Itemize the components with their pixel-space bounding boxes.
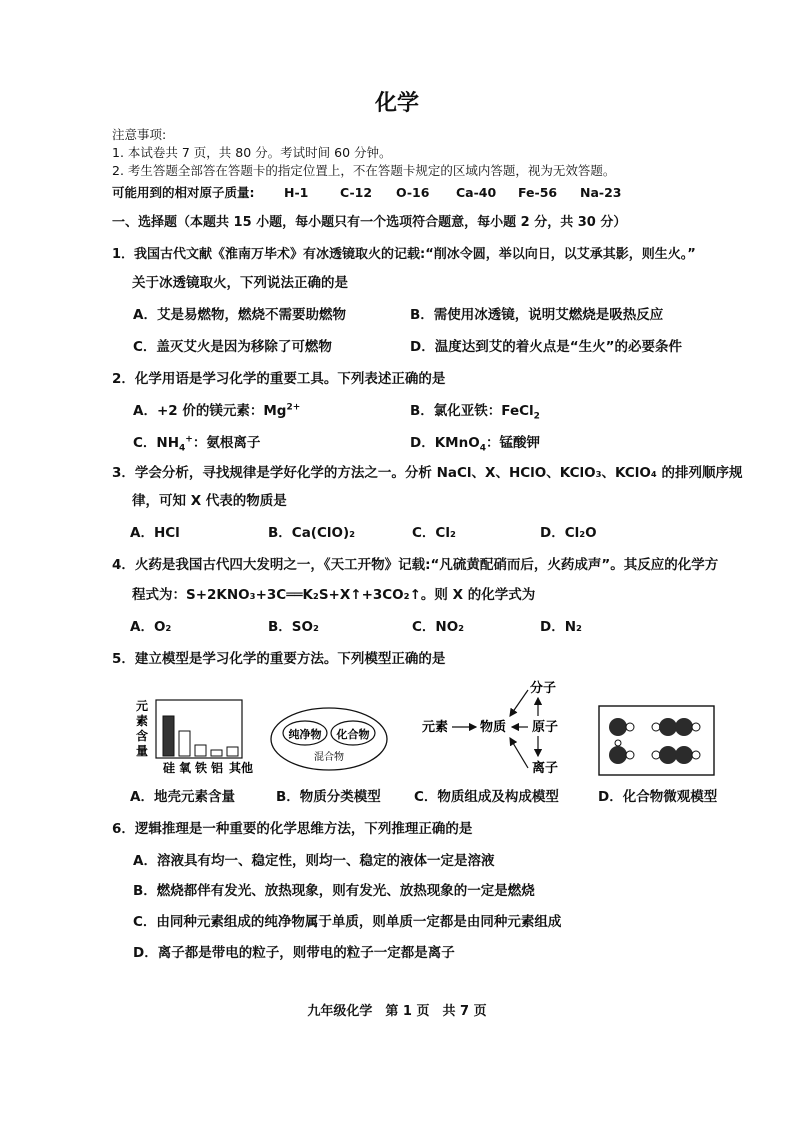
q5-option-c: C．物质组成及构成模型 <box>414 789 559 805</box>
q6-option-a: A．溶液具有均一、稳定性，则均一、稳定的液体一定是溶液 <box>133 853 495 869</box>
q4-stem-2: 程式为：S+2KNO₃+3C══K₂S+X↑+3CO₂↑。则 X 的化学式为 <box>132 587 536 603</box>
q1-option-a: A．艾是易燃物，燃烧不需要助燃物 <box>133 307 346 323</box>
bar-label-4: 其他 <box>229 761 254 775</box>
chart-ylabel-3: 含 <box>136 729 149 743</box>
q2-b-subscript: 2 <box>533 411 540 422</box>
q2-c-subscript: 4 <box>179 443 186 454</box>
q3-stem-1: 3．学会分析，寻找规律是学好化学的方法之一。分析 NaCl、X、HClO、KClO₃、KClO₄ 的排列顺序规 <box>112 465 743 481</box>
label-pure: 纯净物 <box>288 728 322 741</box>
q1-option-c: C．盖灭艾火是因为移除了可燃物 <box>133 339 332 355</box>
q1-stem-1: 1．我国古代文献《淮南万毕术》有冰透镜取火的记载:“削冰令圆，举以向日，以艾承其影，则生火。” <box>112 247 696 262</box>
substance-classification-diagram <box>268 704 390 774</box>
q6-option-c: C．由同种元素组成的纯净物属于单质，则单质一定都是由同种元素组成 <box>133 914 562 930</box>
label-mixture: 混合物 <box>314 752 344 763</box>
q3-option-c: C．Cl₂ <box>412 525 456 541</box>
q5-option-d: D．化合物微观模型 <box>598 789 718 805</box>
q1-stem-2: 关于冰透镜取火，下列说法正确的是 <box>132 275 348 291</box>
bar-1 <box>179 731 190 756</box>
compound-micro-model <box>598 705 716 777</box>
bar-label-0: 硅 <box>163 761 176 775</box>
q6-option-d: D．离子都是带电的粒子，则带电的粒子一定都是离子 <box>133 945 455 961</box>
molecule-2 <box>609 740 634 764</box>
bar-label-1: 氧 <box>179 761 192 775</box>
q1-option-b: B．需使用冰透镜，说明艾燃烧是吸热反应 <box>410 307 664 323</box>
q2-c-text: C．NH <box>133 435 180 451</box>
q6-stem: 6．逻辑推理是一种重要的化学思维方法，下列推理正确的是 <box>112 821 473 837</box>
crust-element-bar-chart <box>130 690 254 778</box>
atomic-mass-c: C-12 <box>340 185 373 200</box>
q2-option-c <box>133 434 260 452</box>
q5-option-a: A．地壳元素含量 <box>130 789 235 805</box>
section-heading: 一、选择题（本题共 15 小题，每小题只有一个选项符合题意，每小题 2 分，共 30 分） <box>112 215 627 230</box>
q5-stem: 5．建立模型是学习化学的重要方法。下列模型正确的是 <box>112 651 446 667</box>
q5-option-b: B．物质分类模型 <box>276 789 381 805</box>
node-atom: 原子 <box>532 720 559 735</box>
bar-label-3: 铝 <box>211 761 224 775</box>
page-footer: 九年级化学 第 1 页 共 7 页 <box>307 1004 487 1019</box>
label-compound: 化合物 <box>336 728 370 741</box>
notes-line-2: 2. 考生答题全部答在答题卡的指定位置上，不在答题卡规定的区域内答题，视为无效答题。 <box>112 163 616 178</box>
chart-ylabel-4: 量 <box>136 744 149 758</box>
node-substance: 物质 <box>480 720 507 735</box>
q2-d-subscript: 4 <box>479 443 486 454</box>
atomic-mass-ca: Ca-40 <box>456 185 497 200</box>
q1-option-d: D．温度达到艾的着火点是“生火”的必要条件 <box>410 339 682 355</box>
q3-option-b: B．Ca(ClO)₂ <box>268 525 356 541</box>
atomic-mass-na: Na-23 <box>580 185 622 200</box>
atomic-mass-fe: Fe-56 <box>518 185 558 200</box>
q2-a-charge: 2+ <box>286 402 301 413</box>
notes-heading: 注意事项: <box>112 127 167 142</box>
q2-stem: 2．化学用语是学习化学的重要工具。下列表述正确的是 <box>112 371 446 387</box>
node-molecule: 分子 <box>530 681 557 696</box>
page-title: 化学 <box>374 91 419 116</box>
bar-0 <box>163 716 174 756</box>
node-ion: 离子 <box>532 761 559 776</box>
arrow-ion-substance <box>510 738 528 768</box>
q2-b-text: B．氯化亚铁：FeCl <box>410 403 534 419</box>
node-element: 元素 <box>422 720 449 735</box>
q2-option-a <box>133 402 300 420</box>
q2-c-name: ：氨根离子 <box>192 435 261 451</box>
q2-d-name: ：锰酸钾 <box>485 435 540 451</box>
q4-option-d: D．N₂ <box>540 619 582 635</box>
bar-4 <box>227 747 238 756</box>
q2-c-charge: + <box>185 434 193 445</box>
bar-label-2: 铁 <box>195 761 208 775</box>
atomic-mass-h: H-1 <box>284 185 309 200</box>
atomic-mass-label: 可能用到的相对原子质量: <box>112 185 255 200</box>
q4-stem-1: 4．火药是我国古代四大发明之一，《天工开物》记载:“凡硫黄配硝而后，火药成声”。其反应的化学方 <box>112 557 719 573</box>
notes-line-1: 1. 本试卷共 7 页，共 80 分。考试时间 60 分钟。 <box>112 145 392 160</box>
composition-structure-diagram <box>420 672 568 784</box>
q4-option-b: B．SO₂ <box>268 619 319 635</box>
bar-3 <box>211 750 222 756</box>
molecule-1 <box>609 718 634 736</box>
q3-stem-2: 律，可知 X 代表的物质是 <box>132 493 287 509</box>
q4-option-a: A．O₂ <box>130 619 172 635</box>
q2-a-text: A．+2 价的镁元素：Mg <box>133 403 287 419</box>
q2-option-b <box>410 402 540 420</box>
chart-ylabel-1: 元 <box>136 699 149 713</box>
arrow-molecule-substance <box>510 690 528 716</box>
chart-ylabel-2: 素 <box>136 714 149 728</box>
q2-d-text: D．KMnO <box>410 435 480 451</box>
q4-option-c: C．NO₂ <box>412 619 465 635</box>
q2-option-d <box>410 434 540 452</box>
q3-option-a: A．HCl <box>130 525 180 541</box>
q6-option-b: B．燃烧都伴有发光、放热现象，则有发光、放热现象的一定是燃烧 <box>133 883 535 899</box>
molecule-3 <box>652 718 700 736</box>
molecule-4 <box>652 746 700 764</box>
atomic-mass-o: O-16 <box>396 185 430 200</box>
bar-2 <box>195 745 206 756</box>
q3-option-d: D．Cl₂O <box>540 525 597 541</box>
